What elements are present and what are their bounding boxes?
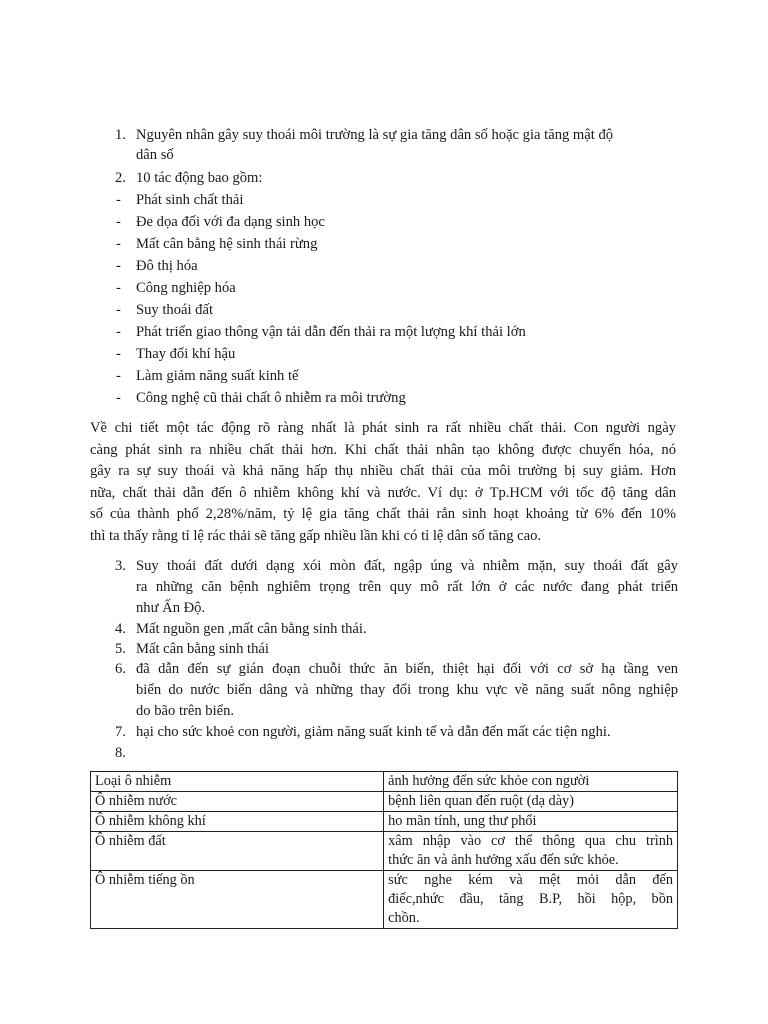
list-item-text: Mất cân bằng sinh thái [136,641,269,657]
paragraph-line: gây ra sự suy thoái và khả năng hấp thụ nhiều chất thải của môi trường bị suy giảm. Hơn [90,463,676,479]
bullet-dash: - [116,390,121,406]
list-item-text: dân số [136,147,174,163]
impact-item: Làm giảm năng suất kinh tế [136,368,299,384]
effect-line: điếc,nhức đầu, tăng B.P, hồi hộp, bồn [388,891,673,907]
paragraph-line: thì ta thấy rằng tỉ lệ rác thải sẽ tăng gấp nhiều lần khi có tỉ lệ dân số tăng cao. [90,528,542,544]
list-item-text: biển do nước biển dâng và những thay đổi trong khu vực về năng suất nông nghiệp [136,682,678,698]
bullet-dash: - [116,192,121,208]
bullet-dash: - [116,280,121,296]
list-number: 7. [115,724,126,740]
table-cell-effect [384,832,678,871]
table-cell-effect: ho mãn tính, ung thư phổi [384,812,678,832]
bullet-dash: - [116,368,121,384]
table-header-row [91,772,678,792]
effect-line: sức nghe kém và mệt mỏi dẫn đến [388,872,673,888]
list-number: 2. [115,170,126,186]
list-number: 8. [115,745,126,761]
list-number: 3. [115,558,126,574]
table-row [91,812,678,832]
table-header-cell: Loại ô nhiễm [91,772,384,792]
table-cell-effect [384,871,678,929]
impact-item: Công nghệ cũ thải chất ô nhiễm ra môi trường [136,390,406,406]
paragraph-line: số của thành phố 2,28%/năm, tỷ lệ gia tăng chất thải rắn sinh hoạt khoảng từ 6% đến 10% [90,506,676,522]
impact-item: Phát triển giao thông vận tải dẫn đến thải ra một lượng khí thải lớn [136,324,526,340]
paragraph-line: Về chi tiết một tác động rõ ràng nhất là phát sinh ra rất nhiều chất thải. Con người ngày [90,420,676,436]
list-item-text: Suy thoái đất dưới dạng xói mòn đất, ngập úng và nhiễm mặn, suy thoái đất gây [136,558,678,574]
table-cell-effect: bệnh liên quan đến ruột (dạ dày) [384,792,678,812]
impact-item: Công nghiệp hóa [136,280,236,296]
table-cell-type: Ô nhiễm tiếng ồn [91,871,384,929]
table-cell-type: Ô nhiễm không khí [91,812,384,832]
impact-item: Thay đổi khí hậu [136,346,236,362]
table-cell-type: Ô nhiễm đất [91,832,384,871]
effect-line: xâm nhập vào cơ thể thông qua chu trình [388,833,673,849]
effect-line: thức ăn và ảnh hưởng xấu đến sức khỏe. [388,852,619,868]
bullet-dash: - [116,324,121,340]
paragraph-line: nữa, chất thải dẫn đến ô nhiễm không khí và nước. Ví dụ: ở Tp.HCM với tốc độ tăng dân [90,485,676,501]
table-header-cell: ảnh hưởng đến sức khỏe con người [384,772,678,792]
list-item-text: Nguyên nhân gây suy thoái môi trường là sự gia tăng dân số hoặc gia tăng mật độ [136,127,614,143]
bullet-dash: - [116,258,121,274]
table-row [91,871,678,929]
pollution-health-table [90,771,678,929]
list-number: 6. [115,661,126,677]
list-number: 1. [115,127,126,143]
list-number: 4. [115,621,126,637]
list-item-text: Mất nguồn gen ,mất cân bằng sinh thái. [136,621,367,637]
impact-item: Phát sinh chất thải [136,192,244,208]
list-item-text: ra những căn bệnh nghiêm trọng trên quy mô rất lớn ở các nước đang phát triển [136,579,678,595]
table-row [91,832,678,871]
paragraph-line: càng phát sinh ra nhiều chất thải hơn. Khi chất thải nhân tạo không được chuyển hóa, nó [90,442,676,458]
list-item-text: như Ấn Độ. [136,600,206,616]
bullet-dash: - [116,214,121,230]
list-item-text: 10 tác động bao gồm: [136,170,263,186]
impact-item: Đô thị hóa [136,258,198,274]
bullet-dash: - [116,236,121,252]
table-row [91,792,678,812]
list-item-text: do bão trên biển. [136,703,235,719]
effect-line: chồn. [388,910,420,926]
list-item-text: hại cho sức khoẻ con người, giảm năng suất kinh tế và dẫn đến mất các tiện nghi. [136,724,611,740]
impact-item: Suy thoái đất [136,302,214,318]
list-number: 5. [115,641,126,657]
list-item-text: đã dẫn đến sự gián đoạn chuỗi thức ăn biển, thiệt hại đối với cơ sở hạ tầng ven [136,661,678,677]
table-cell-type: Ô nhiễm nước [91,792,384,812]
bullet-dash: - [116,346,121,362]
bullet-dash: - [116,302,121,318]
impact-item: Mất cân bằng hệ sinh thái rừng [136,236,318,252]
impact-item: Đe dọa đối với đa dạng sinh học [136,214,325,230]
